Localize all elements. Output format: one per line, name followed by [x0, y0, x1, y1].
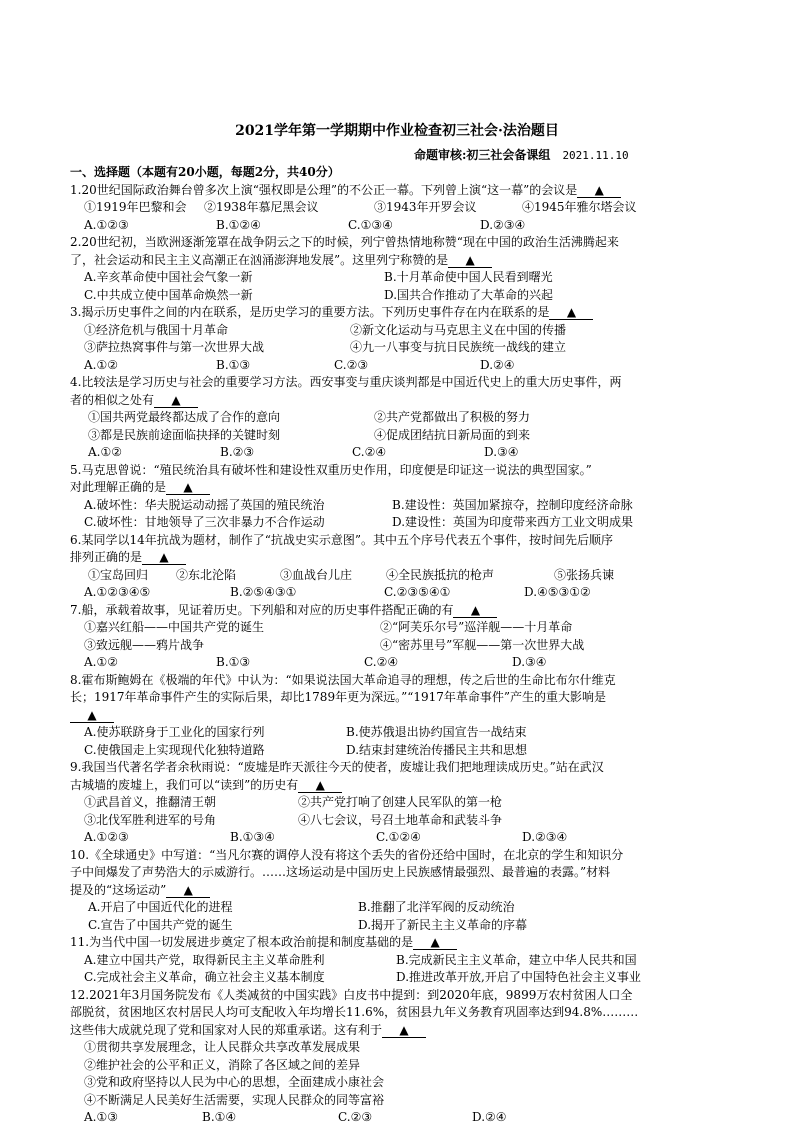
- option-d[interactable]: D.结束封建统治传播民主共和思想: [346, 742, 528, 757]
- item: ③萨拉热窝事件与第一次世界大战: [84, 340, 265, 354]
- question-8-options: [70, 742, 730, 760]
- item: ①宝岛回归: [88, 567, 149, 582]
- option-c[interactable]: C.②④: [364, 655, 399, 669]
- question-1-stem: 1.20世纪国际政治舞台曾多次上演“强权即是公理”的不公正一幕。下列曾上演“这一幕”的会议是: [70, 182, 578, 197]
- option-a[interactable]: A.建立中国共产党，取得新民主主义革命胜利: [84, 952, 325, 967]
- question-4: [70, 374, 730, 462]
- question-9-stem: 9.我国当代著名学者余秋雨说：“废墟是昨天派往今天的使者，废墟让我们把地理读成历史。”站在武汉: [70, 760, 604, 774]
- item: ①嘉兴红船——中国共产党的诞生: [84, 620, 265, 634]
- option-c[interactable]: C.②③⑤④①: [384, 585, 451, 599]
- option-c[interactable]: C.①③④: [348, 217, 393, 232]
- option-a[interactable]: A.使苏联跻身于工业化的国家行列: [84, 725, 265, 739]
- item: ④八七会议，号召土地革命和武装斗争: [298, 812, 503, 827]
- option-d[interactable]: D.③④: [512, 655, 547, 669]
- question-4-options: [70, 444, 730, 462]
- option-d[interactable]: D.国共合作推动了大革命的兴起: [384, 287, 554, 302]
- answer-blank: ▲: [154, 393, 198, 408]
- option-b[interactable]: B.十月革命使中国人民看到曙光: [384, 270, 553, 284]
- question-10: [70, 847, 730, 935]
- question-10-options: [70, 899, 730, 917]
- item: ②“阿芙乐尔号”巡洋舰——十月革命: [380, 620, 573, 634]
- question-9-items: [70, 794, 730, 812]
- answer-blank: ▲: [166, 480, 210, 495]
- option-d[interactable]: D.④⑤③①②: [524, 585, 591, 599]
- question-3-options: [70, 357, 730, 375]
- option-a[interactable]: A.①②③: [84, 830, 129, 844]
- answer-blank: ▲: [70, 708, 114, 723]
- question-7-options: [70, 654, 730, 672]
- question-8-stem: 8.霍布斯鲍姆在《极端的年代》中认为：“如果说法国大革命追寻的理想，传之后世的生命比布尔什维克: [70, 672, 616, 687]
- question-11-options: [70, 952, 730, 970]
- option-a[interactable]: A.开启了中国近代化的进程: [88, 900, 233, 914]
- question-8-stem-cont: 长；1917年革命事件产生的实际后果，却比1789年更为深远。”“1917年革命事件”产生的重大影响是: [70, 690, 607, 704]
- option-b[interactable]: B.①③④: [230, 830, 275, 844]
- option-b[interactable]: B.使苏俄退出协约国宣告一战结束: [346, 725, 527, 739]
- option-c[interactable]: C.②③: [338, 1110, 373, 1124]
- question-8: [70, 672, 730, 760]
- question-6: [70, 532, 730, 602]
- question-3: [70, 304, 730, 374]
- option-b[interactable]: B.②⑤④③①: [230, 585, 297, 599]
- option-b[interactable]: B.完成新民主主义革命，建立中华人民共和国: [396, 952, 637, 967]
- question-2: [70, 234, 730, 304]
- question-1-options: [70, 217, 730, 235]
- question-10-stem-end: 提及的“这场运动”: [70, 882, 167, 897]
- item: ②1938年慕尼黑会议: [204, 200, 319, 214]
- question-2-stem-cont: 了，社会运动和民主主义高潮正在汹涌澎湃地发展”。这里列宁称赞的是: [70, 252, 449, 267]
- question-7: [70, 602, 730, 672]
- option-a[interactable]: A.①②③④⑤: [84, 585, 151, 599]
- item: ①国共两党最终都达成了合作的意向: [88, 410, 281, 424]
- question-4-stem-cont: 者的相似之处有: [70, 392, 155, 407]
- question-10-options: [70, 917, 730, 935]
- question-7-items: [70, 637, 730, 655]
- question-2-options: [70, 287, 730, 305]
- question-list: [70, 164, 730, 1127]
- question-12-stem-end: 这些伟大成就兑现了党和国家对人民的郑重承诺。这有利于: [70, 1022, 383, 1037]
- item: ⑤张扬兵谏: [554, 567, 615, 582]
- question-5-stem-cont: 对此理解正确的是: [70, 480, 167, 494]
- question-9: [70, 759, 730, 847]
- option-c[interactable]: C.中共成立使中国革命焕然一新: [84, 287, 253, 302]
- item: ④九一八事变与抗日民族统一战线的建立: [350, 340, 567, 354]
- item: ③血战台儿庄: [280, 567, 353, 582]
- option-c[interactable]: C.完成社会主义革命，确立社会主义基本制度: [84, 970, 325, 984]
- option-c[interactable]: C.宣告了中国共产党的诞生: [88, 917, 233, 932]
- question-7-stem: 7.船，承载着故事，见证着历史。下列船和对应的历史事件搭配正确的有: [70, 602, 454, 617]
- item: ①1919年巴黎和会: [84, 200, 187, 214]
- option-d[interactable]: D.揭开了新民主主义革命的序幕: [358, 917, 528, 932]
- page-title: 2021学年第一学期期中作业检查初三社会·法治题目: [235, 123, 559, 139]
- answer-blank: ▲: [448, 253, 492, 268]
- item: ④全民族抵抗的枪声: [386, 567, 495, 582]
- option-d[interactable]: D.③④: [484, 445, 519, 459]
- question-11-options: [70, 969, 730, 987]
- subtitle: [414, 146, 629, 163]
- item: ④促成团结抗日新局面的到来: [374, 427, 531, 442]
- option-d[interactable]: D.②④: [480, 357, 515, 372]
- question-12-options: [70, 1109, 730, 1127]
- option-a[interactable]: A.①③: [84, 1110, 118, 1124]
- question-1: [70, 182, 730, 235]
- item: ④“密苏里号”军舰——第一次世界大战: [380, 637, 585, 652]
- option-a[interactable]: A.破坏性：华夫脱运动动摇了英国的殖民统治: [84, 497, 325, 512]
- option-b[interactable]: B.①③: [216, 655, 251, 669]
- question-9-stem-cont: 古城墙的废墟上，我们可以“读到”的历史有: [70, 777, 299, 792]
- item: ③1943年开罗会议: [374, 200, 477, 214]
- item: ③都是民族前途面临抉择的关键时刻: [88, 427, 281, 442]
- option-d[interactable]: D.②③④: [480, 217, 526, 232]
- question-10-stem-cont: 子中间爆发了声势浩大的示威游行。……这场运动是中国历史上民族感情最强烈、最普遍的表露。”材料: [70, 865, 611, 879]
- option-a[interactable]: A.①②: [84, 655, 118, 669]
- reviewer-label: 命题审核:初三社会备课组: [414, 148, 551, 162]
- item: ①武昌首义，推翻清王朝: [84, 795, 217, 809]
- option-c[interactable]: C.②④: [352, 445, 387, 459]
- item: ④不断满足人民美好生活需要，实现人民群众的同等富裕: [84, 1092, 385, 1107]
- option-c[interactable]: C.使俄国走上实现现代化独特道路: [84, 742, 265, 757]
- question-5-options: [70, 514, 730, 532]
- question-9-items: [70, 812, 730, 830]
- option-a[interactable]: A.①②③: [84, 217, 129, 232]
- option-d[interactable]: D.推进改革开放,开启了中国特色社会主义事业: [396, 970, 641, 984]
- item: ①经济危机与俄国十月革命: [84, 322, 229, 337]
- question-4-stem: 4.比较法是学习历史与社会的重要学习方法。西安事变与重庆谈判都是中国近代史上的重大历史事件，两: [70, 375, 622, 389]
- option-d[interactable]: D.②③④: [522, 830, 568, 844]
- question-7-items: [70, 619, 730, 637]
- exam-date: 2021.11.10: [562, 149, 629, 162]
- answer-blank: ▲: [298, 778, 342, 793]
- question-11-stem: 11.为当代中国一切发展进步奠定了根本政治前提和制度基础的是: [70, 935, 414, 949]
- option-b[interactable]: B.②③: [220, 445, 255, 459]
- answer-blank: ▲: [142, 550, 186, 565]
- question-6-items: [70, 567, 730, 585]
- answer-blank: ▲: [453, 603, 497, 618]
- option-c[interactable]: C.破坏性：甘地领导了三次非暴力不合作运动: [84, 515, 325, 529]
- question-3-items: [70, 322, 730, 340]
- question-6-stem: 6.某同学以14年抗战为题材，制作了“抗战史实示意图”。其中五个序号代表五个事件，按时间先后顺序: [70, 532, 613, 547]
- question-1-items: [70, 199, 730, 217]
- question-11: [70, 934, 730, 987]
- option-a[interactable]: A.①②: [84, 357, 118, 372]
- item: ④1945年雅尔塔会议: [522, 200, 637, 214]
- question-2-stem: 2.20世纪初，当欧洲逐渐笼罩在战争阴云之下的时候，列宁曾热情地称赞“现在中国的政治生活沸腾起来: [70, 235, 619, 249]
- option-b[interactable]: B.①③: [216, 357, 251, 372]
- option-d[interactable]: D.②④: [472, 1110, 507, 1124]
- item: ③致远舰——鸦片战争: [84, 637, 205, 652]
- item: ②共产党打响了创建人民军队的第一枪: [298, 795, 503, 809]
- question-8-options: [70, 724, 730, 742]
- item: ②新文化运动与马克思主义在中国的传播: [350, 322, 567, 337]
- option-b[interactable]: B.建设性：英国加紧掠夺，控制印度经济命脉: [392, 497, 633, 512]
- option-c[interactable]: C.②③: [334, 357, 369, 372]
- item: ②共产党都做出了积极的努力: [374, 410, 531, 424]
- question-12-stem: 12.2021年3月国务院发布《人类减贫的中国实践》白皮书中提到：到2020年底，9899万农村贫困人口全: [70, 987, 633, 1002]
- question-10-stem: 10.《全球通史》中写道：“当凡尔赛的调停人没有将这个丢失的省份还给中国时，在北京的学生和知识分: [70, 847, 624, 862]
- item: ①贯彻共享发展理念，让人民群众共享改革发展成果: [84, 1040, 361, 1054]
- item: ②维护社会的公平和正义，消除了各区域之间的差异: [84, 1057, 361, 1072]
- question-4-items: [70, 427, 730, 445]
- option-a[interactable]: A.辛亥革命使中国社会气象一新: [84, 270, 253, 284]
- question-5-options: [70, 497, 730, 515]
- item: ②东北沦陷: [176, 567, 237, 582]
- question-6-options: [70, 584, 730, 602]
- option-d[interactable]: D.建设性：英国为印度带来西方工业文明成果: [392, 515, 634, 529]
- answer-blank: ▲: [382, 1023, 426, 1038]
- item: ③党和政府坚持以人民为中心的思想，全面建成小康社会: [84, 1075, 385, 1089]
- option-b[interactable]: B.①②④: [216, 217, 261, 232]
- answer-blank: ▲: [413, 935, 457, 950]
- question-3-stem: 3.揭示历史事件之间的内在联系，是历史学习的重要方法。下列历史事件存在内在联系的是: [70, 305, 550, 319]
- question-6-stem-cont: 排列正确的是: [70, 550, 143, 564]
- question-12-stem-cont: 部脱贫，贫困地区农村居民人均可支配收入年均增长11.6%，贫困县九年义务教育巩固率达到94.8%………: [70, 1005, 639, 1019]
- option-a[interactable]: A.①②: [88, 445, 122, 459]
- answer-blank: ▲: [166, 883, 210, 898]
- question-5: [70, 462, 730, 532]
- answer-blank: ▲: [549, 305, 593, 320]
- question-4-items: [70, 409, 730, 427]
- question-2-options: [70, 269, 730, 287]
- item: ③北伐军胜利进军的号角: [84, 812, 217, 827]
- question-12: [70, 987, 730, 1127]
- question-5-stem: 5.马克思曾说：“殖民统治具有破坏性和建设性双重历史作用，印度便是印证这一说法的典型国家。”: [70, 462, 592, 477]
- option-c[interactable]: C.①②④: [376, 830, 421, 844]
- option-b[interactable]: B.推翻了北洋军阀的反动统治: [358, 900, 515, 914]
- question-9-options: [70, 829, 730, 847]
- question-3-items: [70, 339, 730, 357]
- answer-blank: ▲: [577, 183, 621, 198]
- section-heading: 一、选择题（本题有20小题，每题2分，共40分）: [70, 165, 340, 179]
- option-b[interactable]: B.①④: [202, 1110, 237, 1124]
